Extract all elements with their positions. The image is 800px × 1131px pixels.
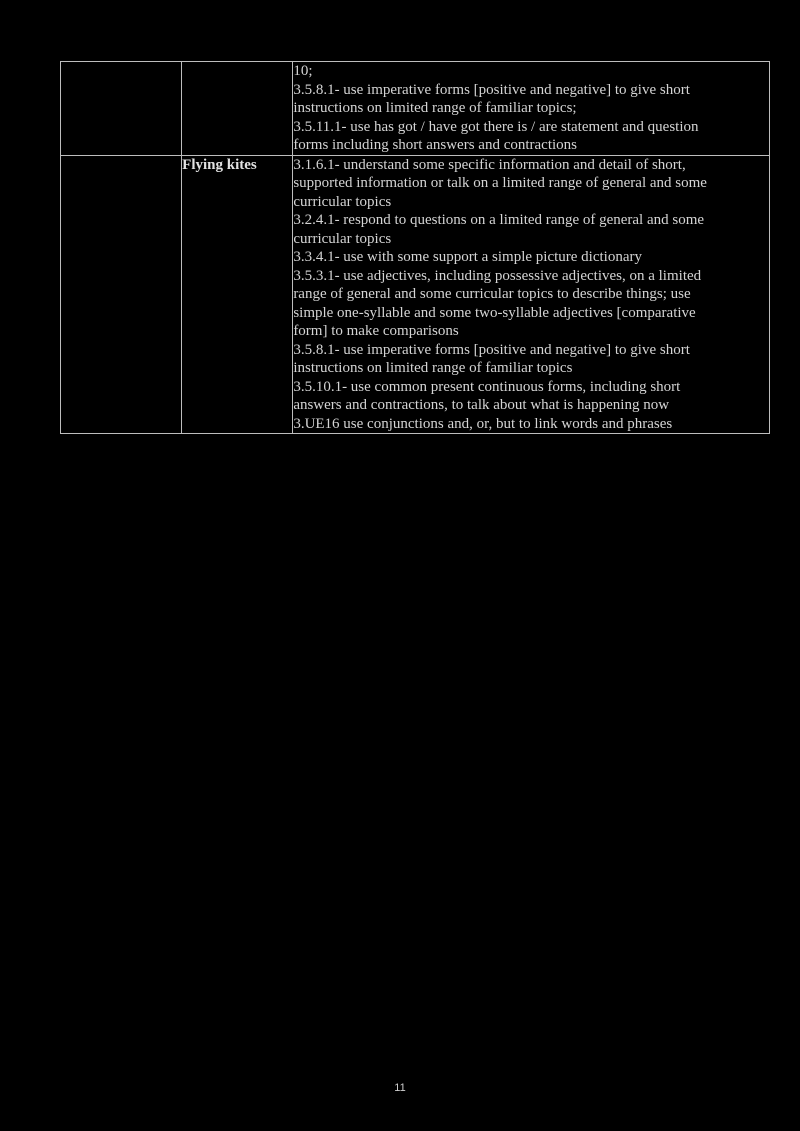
standard-line: 3.3.4.1- use with some support a simple picture dictionary <box>293 249 642 265</box>
standard-line: simple one-syllable and some two-syllable adjectives [comparative <box>293 304 696 321</box>
topic-cell: Flying kites <box>182 155 293 434</box>
standard-line: supported information or talk on a limited range of general and some <box>293 175 707 191</box>
topic-cell <box>182 62 293 156</box>
standard-line: 3.5.10.1- use common present continuous forms, including short <box>293 378 681 395</box>
page-number: 11 <box>394 1082 406 1094</box>
standards-cell <box>293 155 770 434</box>
standard-line: curricular topics <box>293 230 392 247</box>
standard-line: forms including short answers and contractions <box>293 137 578 153</box>
standard-line: curricular topics <box>293 193 392 210</box>
standard-line: 3.1.6.1- understand some specific information and detail of short, <box>293 156 686 173</box>
standard-line: 3.5.3.1- use adjectives, including possessive adjectives, on a limited <box>293 267 702 284</box>
week-cell <box>61 155 182 434</box>
week-cell <box>61 62 182 156</box>
standard-line: form] to make comparisons <box>293 323 459 339</box>
standards-cell <box>293 62 770 156</box>
standard-line: 3.2.4.1- respond to questions on a limited range of general and some <box>293 212 705 228</box>
syllabus-table <box>60 61 770 434</box>
table-row <box>61 62 770 156</box>
standard-line: 3.5.8.1- use imperative forms [positive and negative] to give short <box>293 81 690 98</box>
standard-line: range of general and some curricular topics to describe things; use <box>293 286 691 302</box>
standard-line: instructions on limited range of familiar topics <box>293 360 573 376</box>
standard-line: 3.UE16 use conjunctions and, or, but to link words and phrases <box>293 415 673 432</box>
standard-line: instructions on limited range of familiar topics; <box>293 100 577 116</box>
table-row <box>61 155 770 434</box>
standard-line: 3.5.8.1- use imperative forms [positive and negative] to give short <box>293 341 690 358</box>
standard-line: 3.5.11.1- use has got / have got there is / are statement and question <box>293 118 699 135</box>
standard-line: 10; <box>293 63 313 79</box>
standard-line: answers and contractions, to talk about what is happening now <box>293 397 670 413</box>
